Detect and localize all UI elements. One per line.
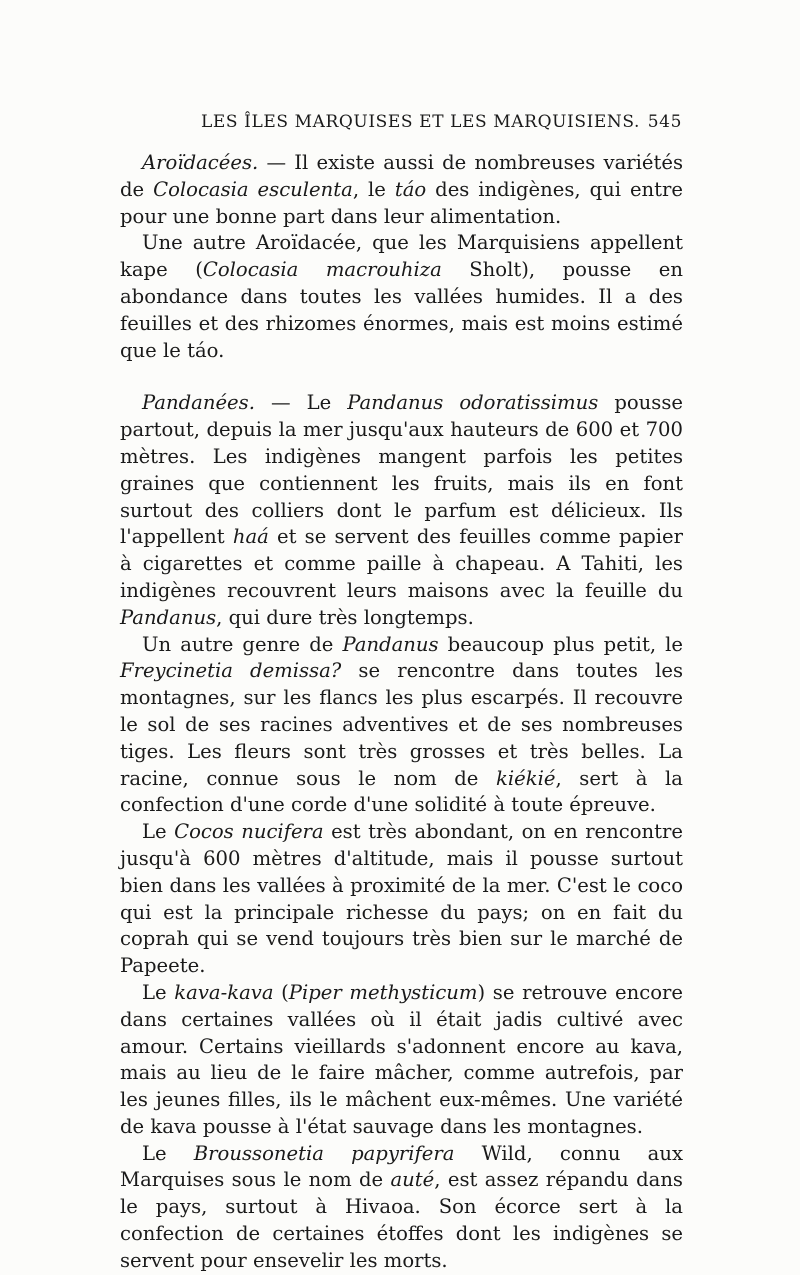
- text-run: (: [273, 980, 289, 1004]
- text-run: pousse partout, depuis la mer jusqu'aux hauteurs de 600 et 700 mètres. Les indigènes mangent parfois les petites graines que contiennent les fruits, mais ils en font surtout des colliers dont le parfum est délicieux. Ils l'appellent: [120, 391, 683, 549]
- paragraph-kava: [120, 980, 683, 1141]
- text-run: — Il existe aussi de nombreuses variétés de: [120, 151, 683, 201]
- text-run: Wild, connu aux Marquises sous le nom de: [120, 1141, 684, 1192]
- italic-term: auté: [390, 1168, 435, 1192]
- paragraph-cocos: [120, 819, 683, 980]
- italic-term: kiékié: [496, 766, 556, 790]
- text-run: Le: [142, 980, 175, 1004]
- italic-term: Aroïdacées.: [142, 151, 259, 174]
- running-header: [201, 112, 682, 142]
- italic-term: Piper methysticum: [288, 980, 478, 1004]
- text-run: et se servent des feuilles comme papier à cigarettes et comme paille à chapeau. A Tahiti, les indigènes recouvrent leurs maisons avec la feuille du: [120, 525, 683, 602]
- text-run: se rencontre dans toutes les montagnes, sur les flancs les plus escarpés. Il recouvre le sol de ses racines adventives et de ses nombreuses tiges. Les fleurs sont très grosses et très belles. La racine, connue sous le nom de: [120, 659, 683, 790]
- text-run: Le: [142, 820, 175, 844]
- paragraph-autre-aroidacee: [120, 230, 683, 364]
- text-run: des indigènes, qui entre pour une bonne part dans leur alimentation.: [120, 177, 683, 228]
- text-run: Une autre Aroïdacée, que les Marquisiens appellent kape (: [120, 231, 683, 282]
- paragraph-freycinetia: [120, 632, 683, 820]
- italic-term: Pandanées.: [142, 391, 255, 415]
- italic-term: Cocos nucifera: [174, 820, 324, 844]
- text-run: , qui dure très longtemps.: [216, 605, 474, 629]
- text-run: Un autre genre de: [142, 632, 343, 656]
- body-text: [120, 150, 683, 1275]
- paragraph-aroidacees: [120, 150, 683, 230]
- paragraph-pandanees: [120, 390, 683, 631]
- running-title: LES ÎLES MARQUISES ET LES MARQUISIENS.: [201, 112, 641, 132]
- italic-term: Pandanus: [120, 605, 217, 629]
- text-run: Le: [142, 1141, 194, 1165]
- text-run: ) se retrouve encore dans certaines vallées où il était jadis cultivé avec amour. Certains vieillards s'adonnent encore au kava, mais au lieu de le faire mâcher, comme autrefois, par les jeunes filles, ils le mâchent eux-mêmes. Une variété de kava pousse à l'état sauvage dans les montagnes.: [120, 980, 683, 1138]
- italic-term: Broussonetia papyrifera: [193, 1141, 455, 1165]
- text-run: , sert à la confection d'une corde d'une solidité à toute épreuve.: [120, 766, 683, 817]
- text-run: , est assez répandu dans le pays, surtout à Hivaoa. Son écorce sert à la confection de certaines étoffes dont les indigènes se servent pour ensevelir les morts.: [120, 1168, 683, 1272]
- text-run: , le: [352, 177, 395, 201]
- text-run: beaucoup plus petit, le: [438, 632, 683, 656]
- italic-term: Pandanus odoratissimus: [347, 391, 599, 415]
- italic-term: Pandanus: [342, 632, 439, 656]
- paragraph-broussonetia: [120, 1141, 683, 1275]
- text-run: est très abondant, on en rencontre jusqu'à 600 mètres d'altitude, mais il pousse surtout bien dans les vallées à proximité de la mer. C'est le coco qui est la principale richesse du pays; on en fait du coprah qui se vend toujours très bien sur le marché de Papeete.: [120, 820, 683, 978]
- text-run: Sholt), pousse en abondance dans toutes les vallées humides. Il a des feuilles et des rhizomes énormes, mais est moins estimé que le táo.: [120, 258, 683, 362]
- page-number: 545: [647, 112, 682, 132]
- italic-term: Colocasia esculenta: [153, 177, 353, 201]
- italic-term: kava-kava: [174, 980, 274, 1004]
- italic-term: Freycinetia demissa?: [120, 659, 342, 683]
- text-run: — Le: [254, 391, 348, 415]
- italic-term: Colocasia macrouhiza: [202, 258, 442, 282]
- italic-term: táo: [394, 177, 427, 201]
- italic-term: haá: [232, 525, 269, 549]
